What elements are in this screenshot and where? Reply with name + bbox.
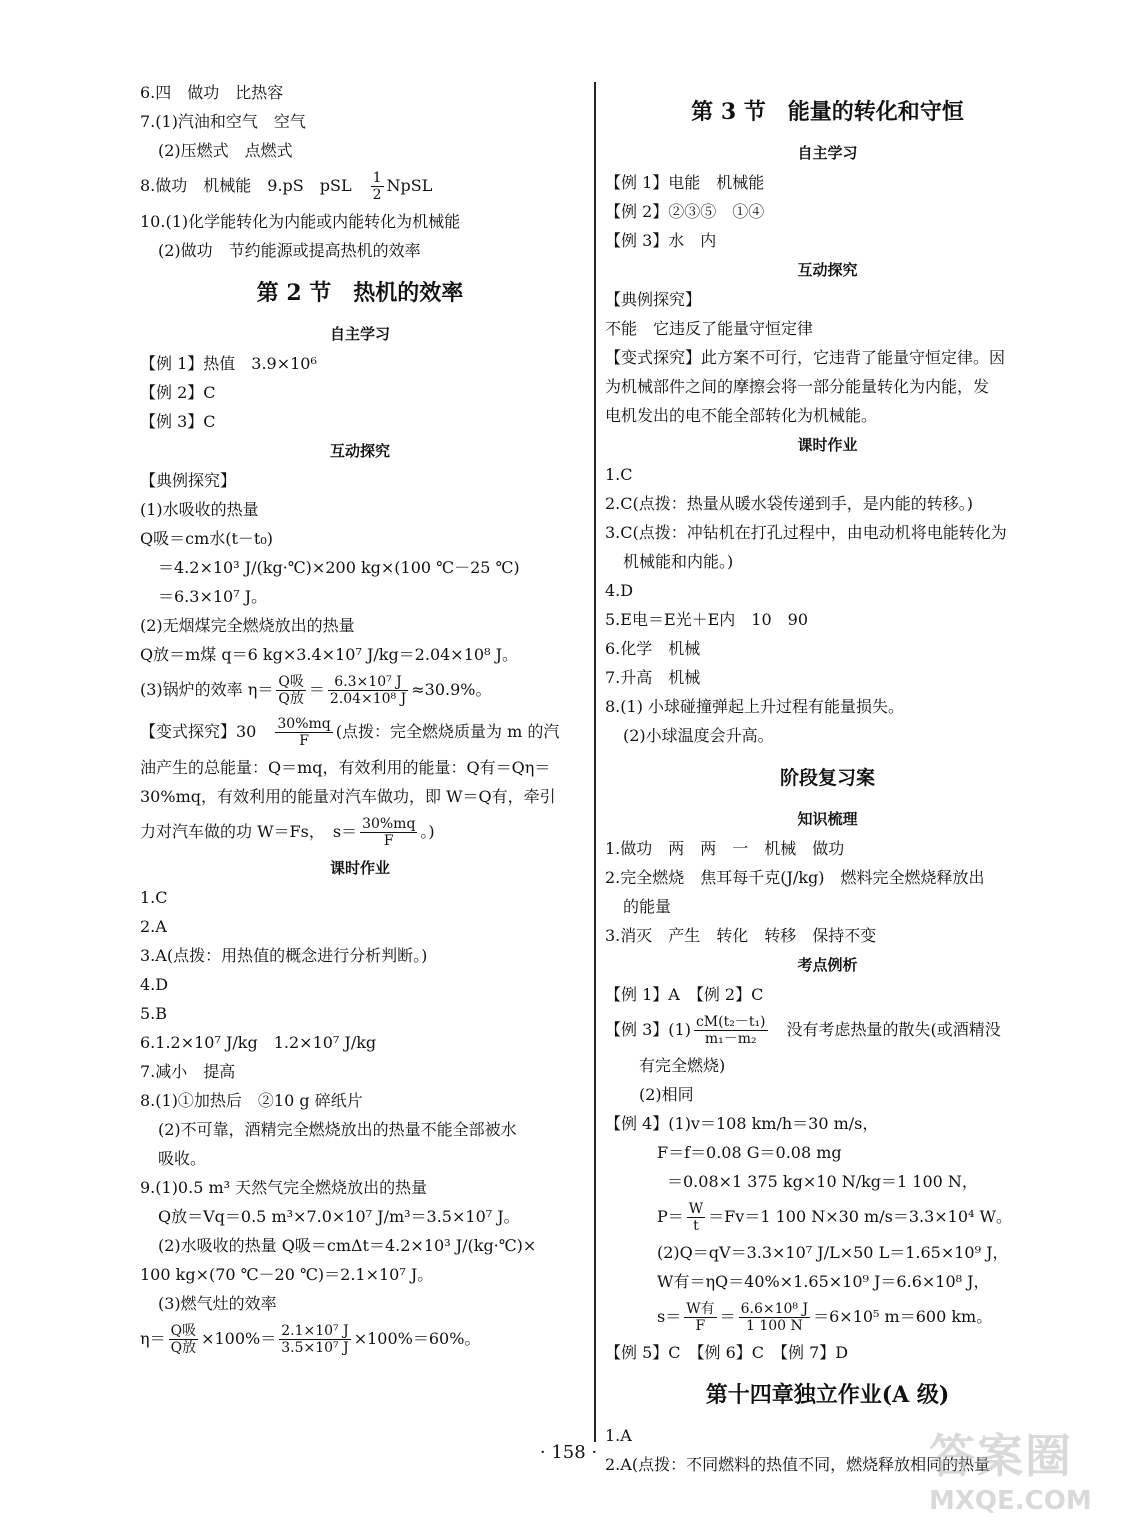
example-line: 【例 3】C [140,412,216,431]
homework-line: 8.(1) 小球碰撞弹起上升过程有能量损失。 [605,697,905,716]
answer-line: (2)压燃式 点燃式 [158,141,293,160]
fraction: $\frac{\text{W有}}{F}$ [686,1301,715,1334]
variant-line: 【变式探究】此方案不可行，它违背了能量守恒定律。因 [605,348,1006,367]
calc-line: Q放＝m煤 q＝6 kg×3.4×10⁷ J/kg＝2.04×10⁸ J。 [140,645,518,664]
calc-line: P＝ $\frac{W}{t}$ ＝Fv＝1 100 N×30 m/s＝3.3×10⁴ W。 [657,1201,1012,1234]
answer-line: 7.(1)汽油和空气 空气 [140,112,306,131]
homework-line: 2.C(点拨：热量从暖水袋传递到手，是内能的转移。) [605,494,973,513]
homework-line: 8.(1)①加热后 ②10 g 碎纸片 [140,1091,363,1110]
homework-line: (3)燃气灶的效率 [158,1294,277,1313]
homework-line: (2)小球温度会升高。 [623,726,774,745]
answer-line-8: 8.做功 机械能 9.pS pSL $\frac{1}{2}$ NpSL [140,170,433,203]
calc-line: W有＝ηQ＝40%×1.65×10⁹ J＝6.6×10⁸ J， [657,1272,990,1291]
section-title: 第十四章独立作业(A 级) [705,1382,950,1408]
homework-line: 100 kg×(70 ℃－20 ℃)＝2.1×10⁷ J。 [140,1265,434,1284]
variant-line: 油产生的总能量：Q＝mq，有效利用的能量：Q有＝Qη＝ [140,758,551,777]
calc-line: s＝ $\frac{\text{W有}}{F}$ ＝ $\frac{\text{6.6×10⁸ J}}{1 100 N}$ ＝6×10⁵ m＝600 km。 [657,1301,993,1334]
homework-line: 9.(1)0.5 m³ 天然气完全燃烧放出的热量 [140,1178,428,1197]
subsection-title: 自主学习 [329,325,390,343]
calc-line: (1)水吸收的热量 [140,500,259,519]
homework-line: (2)不可靠，酒精完全燃烧放出的热量不能全部被水 [158,1120,517,1139]
homework-line: η＝ $\frac{\text{Q吸}}{\text{Q放}}$ ×100%＝ $\frac{\text{2.1×10⁷ J}}{\text{3.5×10⁷ J}}$ ×100%＝60%。 [140,1323,481,1356]
homework-line: Q放＝Vq＝0.5 m³×7.0×10⁷ J/m³＝3.5×10⁷ J。 [158,1207,520,1226]
knowledge-line: 的能量 [623,897,672,916]
example-line: 【例 4】(1)v＝108 km/h＝30 m/s， [605,1114,879,1133]
efficiency-line: (3)锅炉的效率 η＝ $\frac{\text{Q吸}}{\text{Q放}}$ ＝ $\frac{\text{6.3×10⁷ J}}{\text{2.04×10⁸ J}}$ ≈30.9%。 [140,674,492,707]
homework-line: 机械能和内能。) [623,552,734,571]
answer-line: (2)做功 节约能源或提高热机的效率 [158,241,421,260]
fraction: $\frac{\text{2.1×10⁷ J}}{\text{3.5×10⁷ J}}$ [281,1323,349,1356]
knowledge-line: 1.做功 两 两 一 机械 做功 [605,839,845,858]
fraction: $\frac{1}{2}$ [372,170,382,203]
fraction: $\frac{\text{Q吸}}{\text{Q放}}$ [170,1323,197,1356]
homework-line: 3.A(点拨：用热值的概念进行分析判断。) [140,946,428,965]
subsection-title: 互动探究 [797,261,858,279]
homework-line: 2.A [140,917,167,936]
variant-line: 30%mq，有效利用的能量对汽车做功，即 W＝Q有，牵引 [140,787,556,806]
example-heading: 【典例探究】 [140,471,237,490]
homework-line: 4.D [605,581,634,600]
homework-line: 5.B [140,1004,168,1023]
example-heading: 【典例探究】 [605,290,702,309]
subsection-title: 考点例析 [797,956,858,974]
homework-line: 3.C(点拨：冲钻机在打孔过程中，由电动机将电能转化为 [605,523,1007,542]
left-column [140,78,580,1360]
page-number: · 158 · [539,1442,598,1463]
fraction: $\frac{30\%mq}{F}$ [362,816,416,849]
watermark-logo: 答案圈 MXQE.COM [929,1429,1092,1516]
subsection-title: 知识梳理 [797,810,858,828]
homework-line: 6.化学 机械 [605,639,701,658]
homework-line: 7.升高 机械 [605,668,701,687]
fraction: $\frac{\text{6.3×10⁷ J}}{\text{2.04×10⁸ J}}$ [329,674,407,707]
section-title: 第 2 节 热机的效率 [256,280,464,306]
homework-line: 5.E电＝E光＋E内 10 90 [605,610,809,629]
example-line: 有完全燃烧) [639,1056,726,1075]
homework-line: 1.C [140,888,168,907]
example-line: 【例 1】热值 3.9×10⁶ [140,354,317,373]
example-line: 【例 3】水 内 [605,231,717,250]
calc-line: (2)无烟煤完全燃烧放出的热量 [140,616,355,635]
section-title: 阶段复习案 [779,767,875,789]
fraction: $\frac{\text{cM(t₂－t₁)}}{\text{m₁－m₂}}$ [695,1014,766,1047]
right-column [605,78,1050,1479]
fraction: $\frac{30\%mq}{F}$ [277,716,331,749]
example-line: 【例 3】(1) $\frac{\text{cM(t₂－t₁)}}{\text{m₁－m₂}}$ 没有考虑热量的散失(或酒精没 [605,1014,1001,1047]
calc-line: F＝f＝0.08 G＝0.08 mg [657,1143,842,1162]
subsection-title: 自主学习 [797,144,858,162]
example-line: 【例 5】C 【例 6】C 【例 7】D [605,1343,849,1362]
subsection-title: 课时作业 [797,436,858,454]
homework-line: 6.1.2×10⁷ J/kg 1.2×10⁷ J/kg [140,1033,377,1052]
calc-line: ＝0.08×1 375 kg×10 N/kg＝1 100 N， [667,1172,978,1191]
homework-line: 2.A(点拨：不同燃料的热值不同，燃烧释放相同的热量 [605,1455,991,1474]
subsection-title: 互动探究 [329,442,390,460]
variant-line: 力对汽车做的功 W＝Fs， s＝ $\frac{30\%mq}{F}$ 。) [140,816,435,849]
subsection-title: 课时作业 [329,859,390,877]
example-line: 【例 2】②③⑤ ①④ [605,202,765,221]
homework-line: 吸收。 [158,1149,207,1168]
homework-line: 7.减小 提高 [140,1062,236,1081]
variant-line: 为机械部件之间的摩擦会将一部分能量转化为内能，发 [605,377,990,396]
calc-line: ＝4.2×10³ J/(kg·℃)×200 kg×(100 ℃－25 ℃) [158,558,520,577]
knowledge-line: 3.消灭 产生 转化 转移 保持不变 [605,926,877,945]
homework-line: 1.C [605,465,633,484]
fraction: $\frac{W}{t}$ [688,1201,704,1234]
example-line: 【例 1】电能 机械能 [605,173,765,192]
fraction: $\frac{\text{Q吸}}{\text{Q放}}$ [278,674,304,707]
answer-line: 10.(1)化学能转化为内能或内能转化为机械能 [140,212,461,231]
calc-line: ＝6.3×10⁷ J。 [158,587,268,606]
answer-line: 不能 它违反了能量守恒定律 [605,319,814,338]
variant-line: 电机发出的电不能全部转化为机械能。 [605,406,878,425]
example-line: 【例 1】A 【例 2】C [605,985,764,1004]
example-line: 【例 2】C [140,383,216,402]
example-line: (2)相同 [639,1085,694,1104]
calc-line: Q吸＝cm水(t－t₀) [140,529,274,548]
section-title: 第 3 节 能量的转化和守恒 [691,99,964,125]
fraction: $\frac{\text{6.6×10⁸ J}}{1 100 N}$ [740,1301,809,1334]
knowledge-line: 2.完全燃烧 焦耳每千克(J/kg) 燃料完全燃烧释放出 [605,868,985,887]
answer-line: 6.四 做功 比热容 [140,83,284,102]
homework-line: 1.A [605,1426,632,1445]
calc-line: (2)Q＝qV＝3.3×10⁷ J/L×50 L＝1.65×10⁹ J， [657,1243,1009,1262]
variant-line: 【变式探究】30 $\frac{30\%mq}{F}$ (点拨：完全燃烧质量为 m 的汽 [140,716,560,749]
homework-line: 4.D [140,975,169,994]
column-divider [594,82,596,1442]
homework-line: (2)水吸收的热量 Q吸＝cmΔt＝4.2×10³ J/(kg·℃)× [158,1236,537,1255]
